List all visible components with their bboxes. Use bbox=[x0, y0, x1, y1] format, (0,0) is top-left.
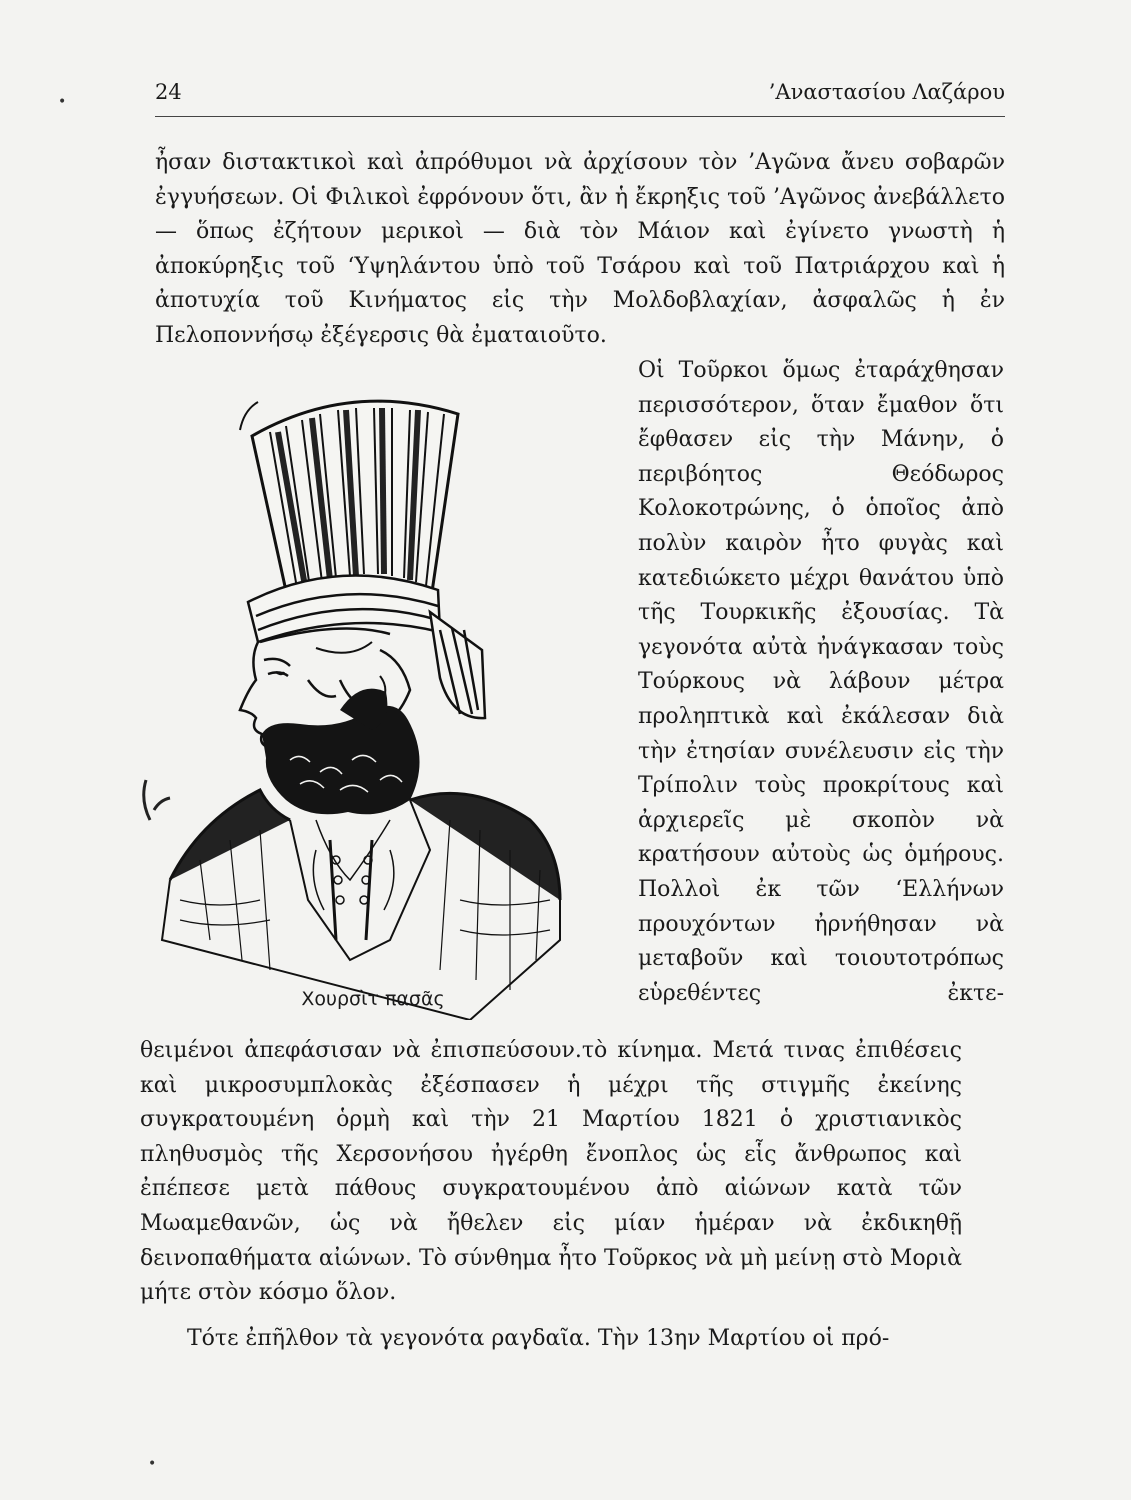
paragraph-3: Τότε ἐπῆλθον τὰ γεγονότα ραγδαῖα. Τὴν 13ην Μαρτίου οἱ πρό- bbox=[187, 1326, 890, 1351]
fez-hat bbox=[240, 401, 458, 600]
figure-caption: Χουρσὶτ πασᾶς bbox=[301, 988, 445, 1010]
running-head: ’Αναστασίου Λαζάρου bbox=[768, 80, 1005, 104]
paragraph-2-full-width: θειμένοι ἀπεφάσισαν νὰ ἐπισπεύσουν.τὸ κίνημα. Μετά τινας ἐπιθέσεις καὶ μικροσυμπλοκὰς ἐξέσπασεν ἡ μέχρι τῆς στιγμῆς ἐκείνης συγκρατουμένη ὁρμὴ καὶ τὴν 21 Μαρτίου 1821 ὁ χριστιανικὸς πληθυσμὸς τῆς Χερσονήσου ἠγέρθη ἔνοπλος ὡς εἷς ἄνθρωπος καὶ ἐπέπεσε μετὰ πάθους συγκρατουμένου ἀπὸ αἰώνων κατὰ τῶν Μωαμεθανῶν, ὡς νὰ ἤθελεν εἰς μίαν ἡμέραν νὰ ἐκδικηθῇ δεινοπαθήματα αἰώνων. Τὸ σύνθημα ἦτο Τοῦρκος νὰ μὴ μείνῃ στὸ Μοριὰ μήτε στὸν κόσμο ὅλον. bbox=[140, 1038, 962, 1306]
paragraph-2-side-column: Οἱ Τοῦρκοι ὅμως ἐταράχθησαν περισσότερον, ὅταν ἔμαθον ὅτι ἔφθασεν εἰς τὴν Μάνην, ὁ περιβόητος Θεόδωρος Κολοκοτρώνης, ὁ ὁποῖος ἀπὸ πολὺν καιρὸν ἦτο φυγὰς καὶ κατεδιώκετο μέχρι θανάτου ὑπὸ τῆς Τουρκικῆς ἐξουσίας. Τὰ γεγονότα αὐτὰ ἠνάγκασαν τοὺς Τούρκους νὰ λάβουν μέτρα προληπτικὰ καὶ ἐκάλεσαν διὰ τὴν ἐτησίαν συνέλευσιν εἰς τὴν Τρίπολιν τοὺς προκρίτους καὶ ἀρχιερεῖς μὲ σκοπὸν νὰ κρατήσουν αὐτοὺς ὡς ὁμήρους. Πολλοὶ ἐκ τῶν ‘Ελλήνων προυχόντων ἠρνήθησαν νὰ μεταβοῦν καὶ τοιουτοτρόπως εὑρεθέντες ἐκτε- bbox=[638, 358, 1004, 1006]
collar-embroidery bbox=[313, 850, 394, 910]
page-number: 24 bbox=[155, 80, 182, 104]
paragraph-1: ἦσαν διστακτικοὶ καὶ ἀπρόθυμοι νὰ ἀρχίσουν τὸν ’Αγῶνα ἄνευ σοβαρῶν ἐγγυήσεων. Οἱ Φιλικοὶ ἐφρόνουν ὅτι, ἂν ἡ ἔκρηξις τοῦ ’Αγῶνος ἀνεβάλλετο — ὅπως ἐζήτουν μερικοὶ — διὰ τὸν Μάιον καὶ ἐγίνετο γνωστὴ ἡ ἀποκύρηξις τοῦ ‘Υψηλάντου ὑπὸ τοῦ Τσάρου καὶ τοῦ Πατριάρχου καὶ ἡ ἀποτυχία τοῦ Κινήματος εἰς τὴν Μολδοβλαχίαν, ἀσφαλῶς ἡ ἐν Πελοποννήσῳ ἐξέγερσις θὰ ἐματαιοῦτο. bbox=[155, 150, 1005, 348]
portrait-illustration bbox=[140, 380, 630, 1020]
beard bbox=[262, 689, 420, 815]
robe bbox=[144, 780, 560, 1020]
margin-mark: • bbox=[58, 94, 67, 110]
margin-mark: • bbox=[148, 1456, 157, 1472]
page-header bbox=[155, 80, 1005, 114]
header-rule bbox=[155, 116, 1005, 117]
